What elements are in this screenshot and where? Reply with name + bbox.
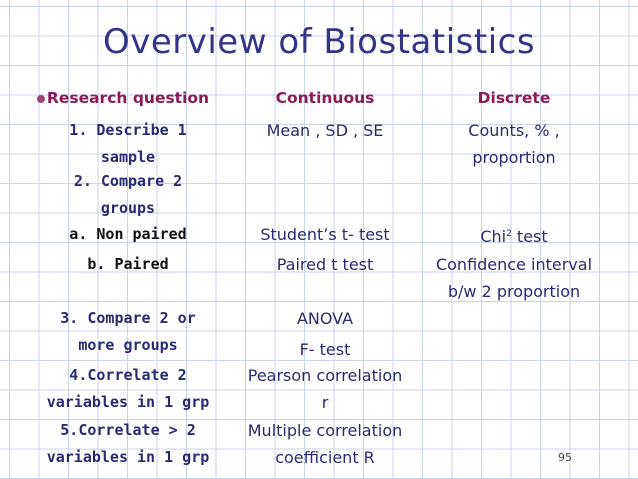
row-correlate-more-question-line2: variables in 1 grp	[46, 448, 210, 466]
row-compare-more-continuous-line2: F- test	[299, 340, 351, 359]
row-paired-continuous: Paired t test	[276, 255, 374, 274]
row-correlate-more-continuous	[230, 417, 420, 471]
row-correlate2-continuous	[230, 362, 420, 416]
row-describe-discrete-line2: proportion	[472, 148, 556, 167]
row-compare2-question-line2: groups	[100, 199, 156, 217]
chi-label: Chi	[480, 227, 507, 246]
row-correlate2-question-line1: 4.Correlate 2	[69, 366, 187, 384]
row-describe-question	[28, 117, 228, 171]
header-research-question: Research question	[46, 89, 210, 107]
row-paired-discrete-line2: b/w 2 proportion	[447, 282, 581, 301]
row-correlate2-question-line2: variables in 1 grp	[46, 393, 210, 411]
row-paired-question: b. Paired	[87, 255, 169, 273]
row-describe-discrete-line1: Counts, % ,	[468, 121, 560, 140]
header-discrete: Discrete	[477, 89, 551, 107]
header-continuous: Continuous	[275, 89, 375, 107]
row-correlate-more-continuous-line2: coefficient R	[275, 448, 375, 467]
row-compare-more-continuous	[230, 305, 420, 363]
row-compare-more-continuous-line1: ANOVA	[296, 309, 354, 328]
row-describe-question-line1: 1. Describe 1	[69, 121, 187, 139]
row-compare-more-question-line1: 3. Compare 2 or	[60, 309, 196, 327]
chi-superscript: 2	[506, 229, 512, 239]
page-number: 95	[558, 451, 572, 464]
row-describe-continuous: Mean , SD , SE	[266, 121, 384, 140]
row-correlate2-continuous-line2: r	[321, 393, 329, 412]
row-nonpaired-continuous: Student’s t- test	[260, 225, 390, 244]
row-correlate2-question	[28, 362, 228, 416]
chi-test-label: test	[511, 227, 548, 246]
row-correlate-more-question	[28, 417, 228, 471]
row-compare-more-question	[28, 305, 228, 359]
row-compare2-question-line1: 2. Compare 2	[73, 172, 183, 190]
row-nonpaired-question: a. Non paired	[69, 225, 187, 243]
row-correlate2-continuous-line1: Pearson correlation	[247, 366, 403, 385]
row-nonpaired-discrete	[420, 221, 608, 250]
row-describe-question-line2: sample	[100, 148, 156, 166]
row-paired-discrete-line1: Confidence interval	[435, 255, 593, 274]
row-paired-discrete	[420, 251, 608, 305]
row-correlate-more-question-line1: 5.Correlate > 2	[60, 421, 196, 439]
row-compare2-question	[28, 168, 228, 222]
slide-title: Overview of Biostatistics	[102, 22, 536, 62]
row-compare-more-question-line2: more groups	[78, 336, 178, 354]
row-correlate-more-continuous-line1: Multiple correlation	[247, 421, 403, 440]
row-describe-discrete	[420, 117, 608, 171]
